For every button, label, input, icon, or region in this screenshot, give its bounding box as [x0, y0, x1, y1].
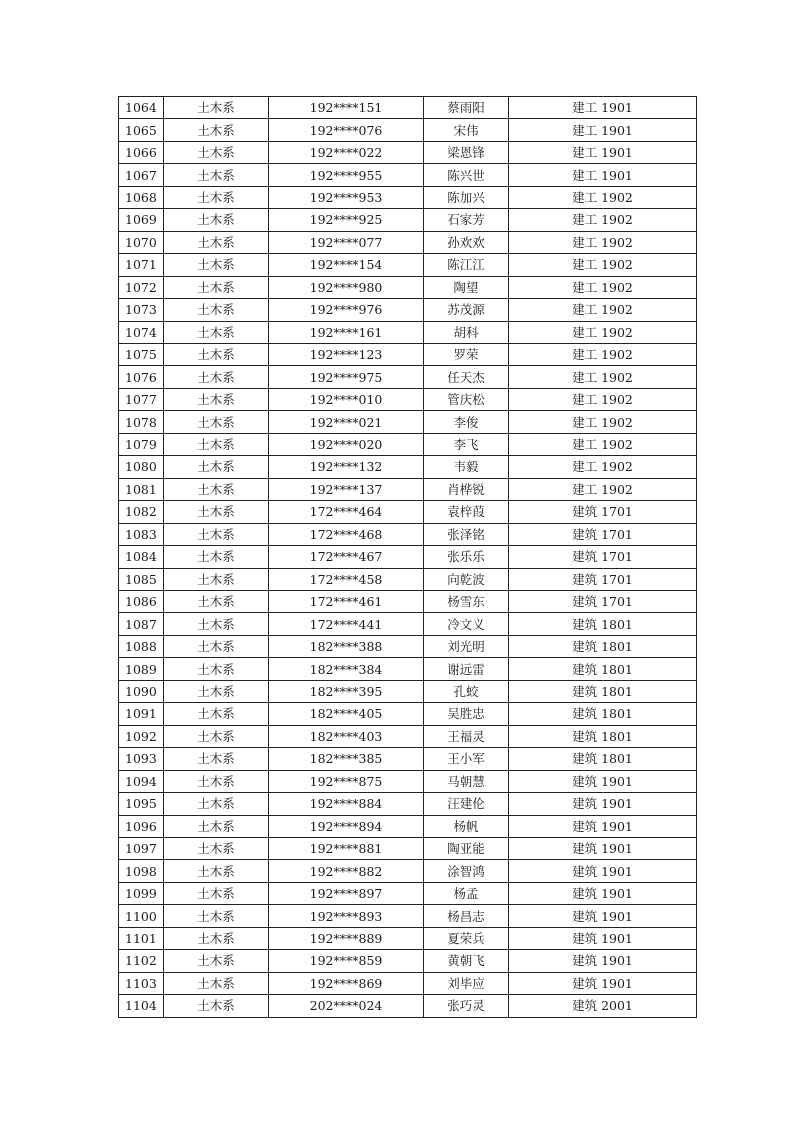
department-cell: 土木系: [164, 568, 269, 590]
class-name-cell: 建筑 1701: [509, 546, 697, 568]
department-cell: 土木系: [164, 995, 269, 1017]
department-cell: 土木系: [164, 209, 269, 231]
department-cell: 土木系: [164, 927, 269, 949]
table-row: [119, 388, 697, 410]
student-id-cell: 192****881: [269, 837, 424, 859]
department-cell: 土木系: [164, 815, 269, 837]
table-row: [119, 680, 697, 702]
student-name-cell: 袁梓葭: [424, 501, 509, 523]
class-name-cell: 建工 1902: [509, 366, 697, 388]
table-row: [119, 119, 697, 141]
row-number-cell: 1104: [119, 995, 164, 1017]
row-number-cell: 1064: [119, 97, 164, 119]
table-row: [119, 770, 697, 792]
table-row: [119, 254, 697, 276]
department-cell: 土木系: [164, 411, 269, 433]
student-id-cell: 192****010: [269, 388, 424, 410]
table-row: [119, 568, 697, 590]
row-number-cell: 1082: [119, 501, 164, 523]
student-name-cell: 李俊: [424, 411, 509, 433]
student-name-cell: 张乐乐: [424, 546, 509, 568]
student-id-cell: 192****020: [269, 433, 424, 455]
table-row: [119, 950, 697, 972]
table-row: [119, 299, 697, 321]
row-number-cell: 1086: [119, 590, 164, 612]
student-name-cell: 向乾波: [424, 568, 509, 590]
student-id-cell: 192****976: [269, 299, 424, 321]
student-name-cell: 夏荣兵: [424, 927, 509, 949]
student-name-cell: 汪建伦: [424, 793, 509, 815]
row-number-cell: 1100: [119, 905, 164, 927]
row-number-cell: 1101: [119, 927, 164, 949]
table-row: [119, 590, 697, 612]
table-row: [119, 793, 697, 815]
department-cell: 土木系: [164, 321, 269, 343]
table-row: [119, 882, 697, 904]
department-cell: 土木系: [164, 793, 269, 815]
row-number-cell: 1091: [119, 703, 164, 725]
student-name-cell: 李飞: [424, 433, 509, 455]
class-name-cell: 建筑 1901: [509, 950, 697, 972]
department-cell: 土木系: [164, 837, 269, 859]
student-id-cell: 182****395: [269, 680, 424, 702]
student-name-cell: 杨孟: [424, 882, 509, 904]
student-id-cell: 182****385: [269, 748, 424, 770]
class-name-cell: 建筑 1901: [509, 793, 697, 815]
student-name-cell: 王福灵: [424, 725, 509, 747]
department-cell: 土木系: [164, 501, 269, 523]
roster-body: [119, 97, 697, 1018]
student-name-cell: 黄朝飞: [424, 950, 509, 972]
student-name-cell: 陶亚能: [424, 837, 509, 859]
student-name-cell: 孙欢欢: [424, 231, 509, 253]
row-number-cell: 1072: [119, 276, 164, 298]
class-name-cell: 建工 1902: [509, 478, 697, 500]
student-id-cell: 202****024: [269, 995, 424, 1017]
department-cell: 土木系: [164, 613, 269, 635]
student-id-cell: 192****021: [269, 411, 424, 433]
student-name-cell: 韦毅: [424, 456, 509, 478]
department-cell: 土木系: [164, 231, 269, 253]
department-cell: 土木系: [164, 119, 269, 141]
student-name-cell: 王小军: [424, 748, 509, 770]
table-row: [119, 97, 697, 119]
student-id-cell: 192****859: [269, 950, 424, 972]
student-id-cell: 192****953: [269, 186, 424, 208]
class-name-cell: 建工 1902: [509, 254, 697, 276]
row-number-cell: 1071: [119, 254, 164, 276]
table-row: [119, 725, 697, 747]
student-id-cell: 172****467: [269, 546, 424, 568]
department-cell: 土木系: [164, 456, 269, 478]
student-name-cell: 杨昌志: [424, 905, 509, 927]
class-name-cell: 建工 1902: [509, 186, 697, 208]
row-number-cell: 1103: [119, 972, 164, 994]
class-name-cell: 建筑 1801: [509, 703, 697, 725]
student-name-cell: 谢远雷: [424, 658, 509, 680]
student-id-cell: 192****151: [269, 97, 424, 119]
row-number-cell: 1079: [119, 433, 164, 455]
row-number-cell: 1080: [119, 456, 164, 478]
class-name-cell: 建工 1902: [509, 231, 697, 253]
student-name-cell: 刘毕应: [424, 972, 509, 994]
student-name-cell: 管庆松: [424, 388, 509, 410]
row-number-cell: 1075: [119, 343, 164, 365]
student-name-cell: 蔡雨阳: [424, 97, 509, 119]
table-row: [119, 995, 697, 1017]
row-number-cell: 1084: [119, 546, 164, 568]
student-name-cell: 吴胜忠: [424, 703, 509, 725]
table-row: [119, 905, 697, 927]
student-id-cell: 192****154: [269, 254, 424, 276]
student-id-cell: 172****464: [269, 501, 424, 523]
row-number-cell: 1077: [119, 388, 164, 410]
student-name-cell: 胡科: [424, 321, 509, 343]
class-name-cell: 建工 1901: [509, 164, 697, 186]
row-number-cell: 1085: [119, 568, 164, 590]
student-id-cell: 192****975: [269, 366, 424, 388]
student-id-cell: 182****384: [269, 658, 424, 680]
student-id-cell: 192****955: [269, 164, 424, 186]
student-name-cell: 马朝慧: [424, 770, 509, 792]
student-name-cell: 罗荣: [424, 343, 509, 365]
department-cell: 土木系: [164, 366, 269, 388]
student-name-cell: 陈兴世: [424, 164, 509, 186]
class-name-cell: 建工 1902: [509, 209, 697, 231]
class-name-cell: 建筑 1801: [509, 613, 697, 635]
row-number-cell: 1096: [119, 815, 164, 837]
department-cell: 土木系: [164, 972, 269, 994]
student-id-cell: 192****076: [269, 119, 424, 141]
student-id-cell: 192****022: [269, 141, 424, 163]
student-name-cell: 孔蛟: [424, 680, 509, 702]
class-name-cell: 建工 1902: [509, 411, 697, 433]
student-id-cell: 192****894: [269, 815, 424, 837]
class-name-cell: 建筑 1901: [509, 927, 697, 949]
table-row: [119, 546, 697, 568]
class-name-cell: 建工 1901: [509, 119, 697, 141]
table-row: [119, 815, 697, 837]
class-name-cell: 建筑 1901: [509, 837, 697, 859]
table-row: [119, 658, 697, 680]
student-id-cell: 192****132: [269, 456, 424, 478]
department-cell: 土木系: [164, 299, 269, 321]
student-name-cell: 陈加兴: [424, 186, 509, 208]
student-name-cell: 杨帆: [424, 815, 509, 837]
student-id-cell: 192****889: [269, 927, 424, 949]
table-row: [119, 972, 697, 994]
student-id-cell: 192****897: [269, 882, 424, 904]
department-cell: 土木系: [164, 770, 269, 792]
student-name-cell: 任天杰: [424, 366, 509, 388]
student-roster-table: [118, 96, 697, 1018]
student-name-cell: 刘光明: [424, 635, 509, 657]
row-number-cell: 1095: [119, 793, 164, 815]
department-cell: 土木系: [164, 882, 269, 904]
department-cell: 土木系: [164, 658, 269, 680]
table-row: [119, 523, 697, 545]
class-name-cell: 建筑 1801: [509, 635, 697, 657]
row-number-cell: 1069: [119, 209, 164, 231]
department-cell: 土木系: [164, 590, 269, 612]
class-name-cell: 建筑 1901: [509, 860, 697, 882]
row-number-cell: 1066: [119, 141, 164, 163]
table-row: [119, 276, 697, 298]
row-number-cell: 1097: [119, 837, 164, 859]
row-number-cell: 1089: [119, 658, 164, 680]
row-number-cell: 1092: [119, 725, 164, 747]
table-row: [119, 186, 697, 208]
table-row: [119, 141, 697, 163]
department-cell: 土木系: [164, 703, 269, 725]
table-row: [119, 927, 697, 949]
department-cell: 土木系: [164, 186, 269, 208]
class-name-cell: 建工 1901: [509, 141, 697, 163]
class-name-cell: 建筑 1701: [509, 501, 697, 523]
table-row: [119, 703, 697, 725]
student-name-cell: 涂智鸿: [424, 860, 509, 882]
row-number-cell: 1083: [119, 523, 164, 545]
student-id-cell: 172****441: [269, 613, 424, 635]
table-row: [119, 501, 697, 523]
student-id-cell: 192****869: [269, 972, 424, 994]
row-number-cell: 1099: [119, 882, 164, 904]
class-name-cell: 建筑 1901: [509, 972, 697, 994]
department-cell: 土木系: [164, 635, 269, 657]
department-cell: 土木系: [164, 276, 269, 298]
department-cell: 土木系: [164, 725, 269, 747]
student-id-cell: 192****893: [269, 905, 424, 927]
department-cell: 土木系: [164, 164, 269, 186]
class-name-cell: 建筑 1701: [509, 523, 697, 545]
table-row: [119, 635, 697, 657]
department-cell: 土木系: [164, 388, 269, 410]
student-name-cell: 梁恩锋: [424, 141, 509, 163]
department-cell: 土木系: [164, 905, 269, 927]
table-row: [119, 478, 697, 500]
class-name-cell: 建工 1902: [509, 343, 697, 365]
class-name-cell: 建工 1902: [509, 299, 697, 321]
student-name-cell: 肖桦锐: [424, 478, 509, 500]
row-number-cell: 1093: [119, 748, 164, 770]
table-row: [119, 837, 697, 859]
table-row: [119, 860, 697, 882]
row-number-cell: 1074: [119, 321, 164, 343]
class-name-cell: 建筑 1801: [509, 658, 697, 680]
class-name-cell: 建筑 1801: [509, 725, 697, 747]
row-number-cell: 1088: [119, 635, 164, 657]
student-name-cell: 陶望: [424, 276, 509, 298]
table-row: [119, 411, 697, 433]
table-row: [119, 456, 697, 478]
student-id-cell: 182****403: [269, 725, 424, 747]
class-name-cell: 建工 1902: [509, 276, 697, 298]
row-number-cell: 1076: [119, 366, 164, 388]
student-name-cell: 张巧灵: [424, 995, 509, 1017]
student-name-cell: 杨雪东: [424, 590, 509, 612]
class-name-cell: 建筑 1701: [509, 568, 697, 590]
row-number-cell: 1098: [119, 860, 164, 882]
row-number-cell: 1073: [119, 299, 164, 321]
department-cell: 土木系: [164, 523, 269, 545]
row-number-cell: 1081: [119, 478, 164, 500]
student-id-cell: 192****123: [269, 343, 424, 365]
student-name-cell: 石家芳: [424, 209, 509, 231]
class-name-cell: 建筑 1901: [509, 770, 697, 792]
department-cell: 土木系: [164, 546, 269, 568]
student-name-cell: 陈江江: [424, 254, 509, 276]
table-row: [119, 748, 697, 770]
department-cell: 土木系: [164, 97, 269, 119]
student-id-cell: 192****137: [269, 478, 424, 500]
department-cell: 土木系: [164, 950, 269, 972]
row-number-cell: 1078: [119, 411, 164, 433]
student-id-cell: 192****161: [269, 321, 424, 343]
student-id-cell: 172****458: [269, 568, 424, 590]
class-name-cell: 建工 1901: [509, 97, 697, 119]
class-name-cell: 建筑 1901: [509, 905, 697, 927]
row-number-cell: 1087: [119, 613, 164, 635]
student-name-cell: 张泽铭: [424, 523, 509, 545]
department-cell: 土木系: [164, 478, 269, 500]
department-cell: 土木系: [164, 433, 269, 455]
table-row: [119, 209, 697, 231]
row-number-cell: 1090: [119, 680, 164, 702]
table-row: [119, 613, 697, 635]
table-row: [119, 164, 697, 186]
student-id-cell: 182****388: [269, 635, 424, 657]
student-name-cell: 宋伟: [424, 119, 509, 141]
student-name-cell: 苏茂源: [424, 299, 509, 321]
class-name-cell: 建筑 2001: [509, 995, 697, 1017]
class-name-cell: 建筑 1901: [509, 882, 697, 904]
row-number-cell: 1102: [119, 950, 164, 972]
student-id-cell: 192****875: [269, 770, 424, 792]
student-id-cell: 192****882: [269, 860, 424, 882]
department-cell: 土木系: [164, 343, 269, 365]
row-number-cell: 1070: [119, 231, 164, 253]
student-name-cell: 冷文义: [424, 613, 509, 635]
row-number-cell: 1068: [119, 186, 164, 208]
student-id-cell: 192****077: [269, 231, 424, 253]
table-row: [119, 321, 697, 343]
class-name-cell: 建筑 1801: [509, 748, 697, 770]
class-name-cell: 建筑 1901: [509, 815, 697, 837]
student-id-cell: 182****405: [269, 703, 424, 725]
student-id-cell: 172****468: [269, 523, 424, 545]
class-name-cell: 建工 1902: [509, 321, 697, 343]
class-name-cell: 建筑 1701: [509, 590, 697, 612]
class-name-cell: 建工 1902: [509, 456, 697, 478]
student-id-cell: 192****980: [269, 276, 424, 298]
class-name-cell: 建工 1902: [509, 433, 697, 455]
student-id-cell: 192****925: [269, 209, 424, 231]
table-row: [119, 343, 697, 365]
row-number-cell: 1067: [119, 164, 164, 186]
department-cell: 土木系: [164, 680, 269, 702]
row-number-cell: 1094: [119, 770, 164, 792]
student-id-cell: 192****884: [269, 793, 424, 815]
department-cell: 土木系: [164, 860, 269, 882]
department-cell: 土木系: [164, 254, 269, 276]
row-number-cell: 1065: [119, 119, 164, 141]
student-id-cell: 172****461: [269, 590, 424, 612]
class-name-cell: 建筑 1801: [509, 680, 697, 702]
table-row: [119, 433, 697, 455]
department-cell: 土木系: [164, 141, 269, 163]
class-name-cell: 建工 1902: [509, 388, 697, 410]
table-row: [119, 366, 697, 388]
table-row: [119, 231, 697, 253]
department-cell: 土木系: [164, 748, 269, 770]
